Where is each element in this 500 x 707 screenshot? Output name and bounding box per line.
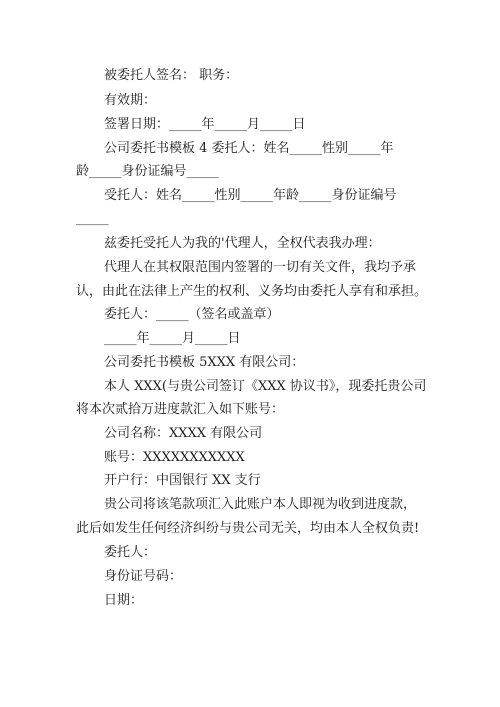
principal-id-line: 龄_____身份证编号_____ [76,164,220,179]
signature-date-line: _____年_____月_____日 [104,331,241,346]
remittance-line: 将本次贰拾万进度款汇入如下账号： [76,402,285,417]
signing-date-line: 签署日期：_____年_____月_____日 [104,117,306,132]
entrust-statement-line: 本人 XXX(与贵公司签订《XXX 协议书》，现委托贵公司 [104,379,427,394]
bank-line: 开户行：中国银行 XX 支行 [104,473,261,488]
template5-heading-line: 公司委托书模板 5XXX 有限公司： [104,355,305,370]
principal-label-line: 委托人： [104,545,157,560]
authorization-line: 兹委托受托人为我的'代理人，全权代表我办理： [104,236,381,251]
liability-line: 认，由此在法律上产生的权利、义务均由委托人享有和承担。 [76,284,428,299]
template4-heading-line: 公司委托书模板 4 委托人：姓名_____性别_____年 [104,141,394,156]
principal-signature-line: 委托人：_____（签名或盖章） [104,307,280,322]
id-number-line: 身份证号码： [104,569,183,584]
agent-signature-line: 被委托人签名： 职务： [104,68,239,83]
authority-scope-line: 代理人在其权限范围内签署的一切有关文件，我均予承 [104,260,417,275]
date-line: 日期： [104,593,144,608]
receipt-confirmation-line: 贵公司将该笔款项汇入此账户本人即视为收到进度款， [104,497,417,512]
agent-id-blank-line: _____ [76,211,109,226]
disclaimer-line: 此后如发生任何经济纠纷与贵公司无关，均由本人全权负责! [76,521,420,536]
validity-line: 有效期： [104,93,157,108]
account-number-line: 账号：XXXXXXXXXXX [104,450,245,465]
company-name-line: 公司名称：XXXX 有限公司 [104,426,263,441]
agent-info-line: 受托人：姓名_____性别_____年龄_____身份证编号 [104,188,397,203]
